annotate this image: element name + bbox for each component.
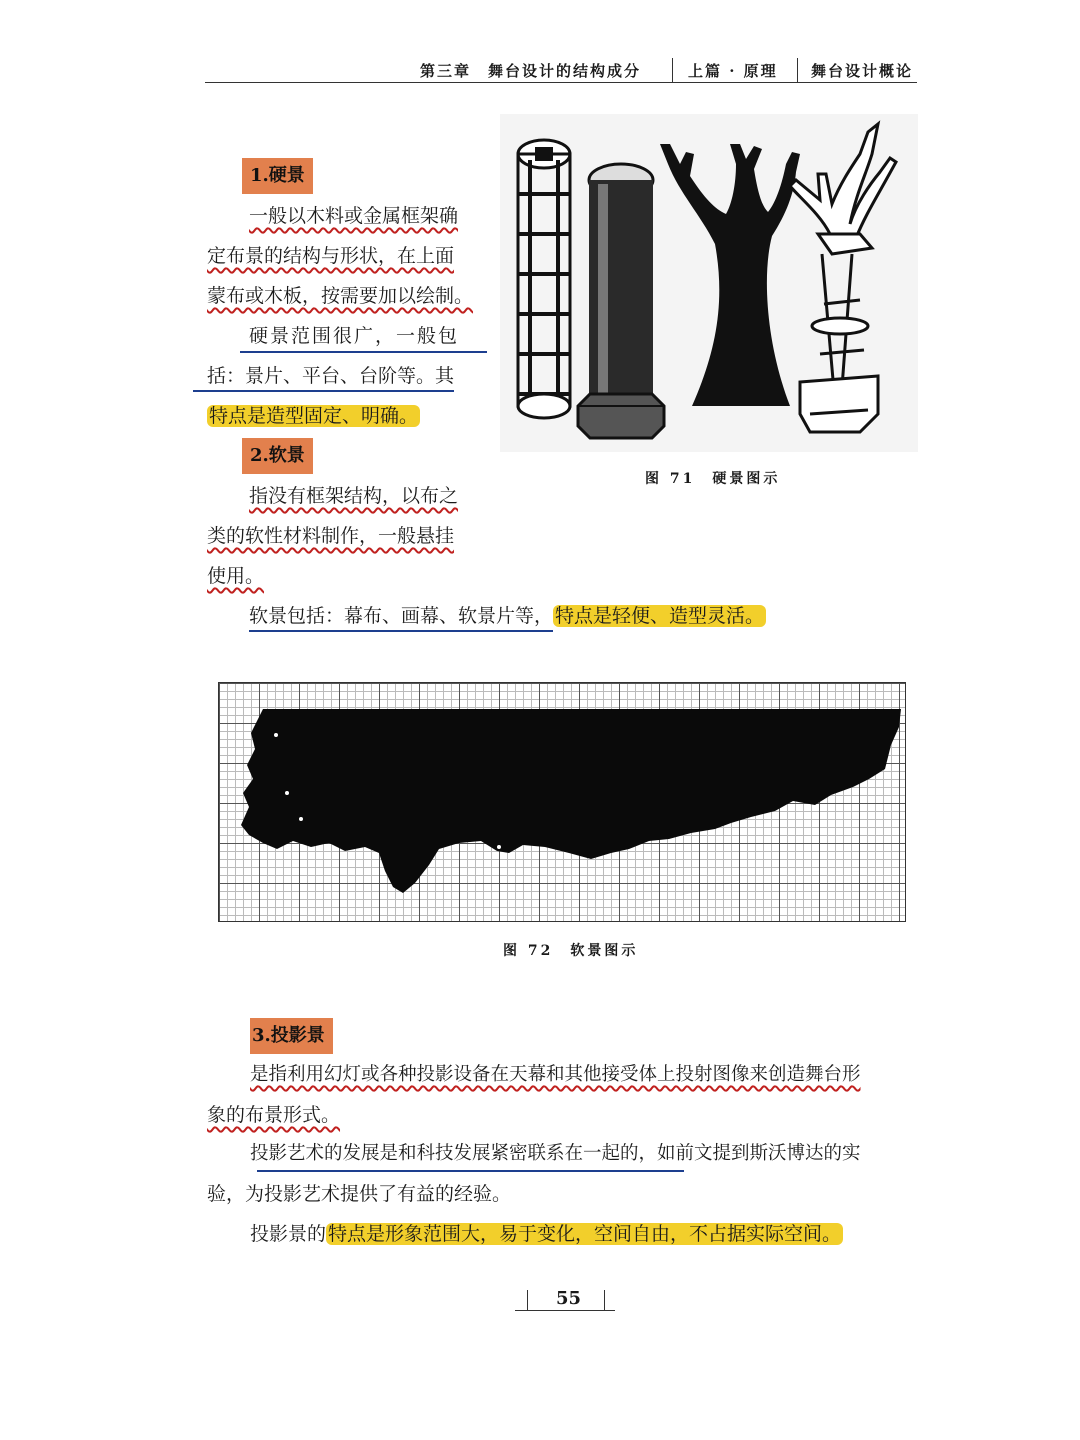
- figure-71-hard-scenery: [500, 114, 918, 452]
- body-line: 类的软性材料制作，一般悬挂: [207, 525, 455, 547]
- header-book: 舞台设计概论: [811, 62, 914, 80]
- page-number: 55: [556, 1288, 582, 1309]
- blue-underline: [240, 351, 487, 353]
- section-heading-projection-scenery: 3.投影景: [250, 1018, 333, 1054]
- figure-72-soft-scenery: [218, 682, 906, 922]
- page-number-bracket: [604, 1290, 605, 1310]
- body-line: 硬景范围很广，一般包: [249, 325, 460, 347]
- header-part: 上篇 · 原理: [688, 62, 778, 80]
- highlighted-feature: 特点是形象范围大，易于变化，空间自由，不占据实际空间。: [328, 1223, 842, 1245]
- body-line: 是指利用幻灯或各种投影设备在天幕和其他接受体上投射图像来创造舞台形: [250, 1064, 861, 1085]
- lattice-column-illustration: [518, 140, 570, 418]
- figure-72-caption: 图 72 软景图示: [503, 943, 639, 959]
- blue-underline: [257, 1170, 684, 1172]
- light-tree-illustration: [790, 124, 896, 432]
- soft-scenery-foliage: [241, 709, 901, 893]
- body-line: 定布景的结构与形状，在上面: [207, 245, 455, 267]
- header-chapter: 第三章 舞台设计的结构成分: [420, 62, 642, 80]
- figure-71-caption: 图 71 硬景图示: [645, 471, 781, 487]
- body-line: 投影艺术的发展是和科技发展紧密联系在一起的，如前文提到斯沃博达的实: [250, 1143, 861, 1164]
- body-line: 投影景的: [250, 1223, 327, 1245]
- body-line: 象的布景形式。: [207, 1104, 341, 1126]
- body-line: 一般以木料或金属框架确: [249, 205, 459, 227]
- section-heading-hard-scenery: 1.硬景: [242, 158, 313, 194]
- body-line: 指没有框架结构，以布之: [249, 485, 459, 507]
- body-line: 蒙布或木板，按需要加以绘制。: [207, 285, 474, 307]
- page-number-bracket: [527, 1290, 528, 1310]
- highlighted-feature: 特点是轻便、造型灵活。: [555, 605, 765, 627]
- header-rule: [205, 82, 917, 83]
- header-divider: [797, 58, 798, 82]
- body-line: 括：景片、平台、台阶等。其: [193, 365, 454, 392]
- body-line: 验，为投影艺术提供了有益的经验。: [207, 1183, 512, 1205]
- body-line: 使用。: [207, 565, 265, 587]
- page-number-rule: [515, 1310, 615, 1311]
- section-heading-soft-scenery: 2.软景: [242, 438, 313, 474]
- header-divider: [672, 58, 673, 82]
- dark-tree-illustration: [660, 144, 800, 406]
- highlighted-feature: 特点是造型固定、明确。: [209, 405, 419, 427]
- body-line: 软景包括：幕布、画幕、软景片等，: [249, 605, 553, 632]
- solid-column-illustration: [578, 164, 664, 438]
